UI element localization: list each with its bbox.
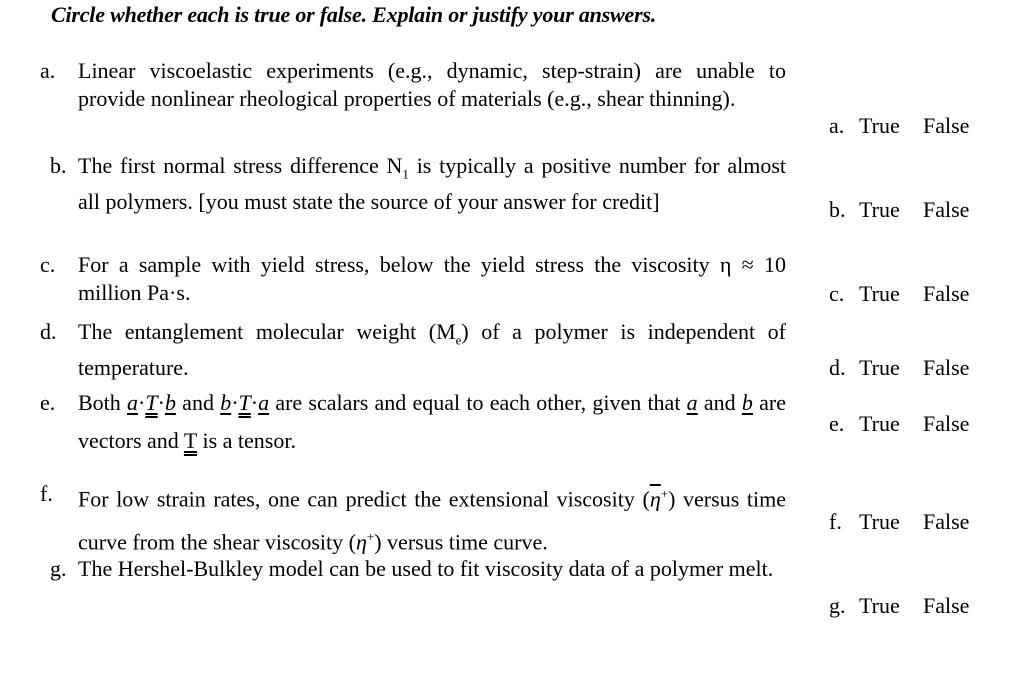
false-option[interactable]: False bbox=[923, 197, 970, 222]
question-text: The entanglement molecular weight $(M_e)$ of a polymer is independent of temperature. bbox=[78, 319, 786, 381]
question-text: Linear viscoelastic experiments (e.g., dynamic, step-strain) are unable to provide nonlinear rheological properties of materials (e.g., shear thinning). bbox=[78, 58, 786, 111]
subscript: e bbox=[455, 332, 462, 348]
question-f bbox=[40, 475, 786, 562]
answer-choice-b bbox=[829, 197, 969, 223]
true-option[interactable]: True bbox=[859, 355, 900, 380]
question-text: The Hershel-Bulkley model can be used to fit viscosity data of a polymer melt. bbox=[78, 556, 774, 581]
true-option[interactable]: True bbox=[859, 281, 900, 306]
answer-letter: d. bbox=[829, 355, 846, 380]
true-option[interactable]: True bbox=[859, 411, 900, 436]
false-option[interactable]: False bbox=[923, 281, 970, 306]
false-option[interactable]: False bbox=[923, 593, 970, 618]
false-option[interactable]: False bbox=[923, 113, 970, 138]
tensor-t: T bbox=[238, 390, 251, 415]
answer-letter: b. bbox=[829, 197, 846, 222]
question-letter: a. bbox=[40, 58, 56, 83]
true-option[interactable]: True bbox=[859, 113, 900, 138]
question-c bbox=[40, 251, 786, 307]
vector-a: a bbox=[127, 390, 139, 415]
false-option[interactable]: False bbox=[923, 355, 970, 380]
false-option[interactable]: False bbox=[923, 411, 970, 436]
tensor-t: T bbox=[145, 390, 158, 415]
answer-choice-e bbox=[829, 411, 969, 437]
question-letter: e. bbox=[40, 390, 56, 415]
shear-viscosity-symbol: η bbox=[355, 529, 367, 555]
answer-choice-d bbox=[829, 355, 969, 381]
answer-letter: f. bbox=[829, 509, 842, 534]
true-option[interactable]: True bbox=[859, 197, 900, 222]
question-e bbox=[40, 384, 786, 460]
question-d bbox=[40, 318, 786, 382]
answer-letter: g. bbox=[829, 593, 846, 618]
true-option[interactable]: True bbox=[859, 593, 900, 618]
answer-choice-f bbox=[829, 509, 969, 535]
answer-choice-g bbox=[829, 593, 969, 619]
true-option[interactable]: True bbox=[859, 509, 900, 534]
vector-b: b bbox=[220, 390, 232, 415]
extensional-viscosity-symbol: $\overline{\eta}$ bbox=[649, 486, 661, 512]
question-letter: c. bbox=[40, 252, 56, 277]
vector-a: a bbox=[686, 390, 698, 415]
answer-letter: a. bbox=[829, 113, 845, 138]
question-letter: g. bbox=[50, 556, 67, 581]
answer-choice-a bbox=[829, 113, 969, 139]
question-letter: b. bbox=[50, 153, 67, 178]
question-text: Both a·T·b and b·T·a are scalars and equal to each other, given that a and b are vectors and T is a tensor. bbox=[78, 390, 787, 453]
tensor-t: T bbox=[183, 428, 197, 453]
false-option[interactable]: False bbox=[923, 509, 970, 534]
question-text: The first normal stress difference $N_1$ is typically a positive number for almost all polymers. [you must state the source of your answer for credit] bbox=[78, 153, 786, 215]
question-b bbox=[40, 152, 786, 216]
answer-letter: e. bbox=[829, 411, 845, 436]
instructions-heading: Circle whether each is true or false. Explain or justify your answers. bbox=[51, 2, 657, 27]
question-g bbox=[40, 555, 786, 583]
vector-b: b bbox=[164, 390, 176, 415]
vector-a: a bbox=[258, 390, 270, 415]
subscript: 1 bbox=[402, 166, 409, 182]
question-text: For a sample with yield stress, below the yield stress the viscosity η ≈ 10 million Pa·s. bbox=[78, 252, 786, 305]
answer-letter: c. bbox=[829, 281, 845, 306]
question-letter: d. bbox=[40, 319, 57, 344]
question-text: For low strain rates, one can predict the extensional viscosity $(\overline{\eta}^+)$ versus time curve from the shear viscosity (η+) versus time curve. bbox=[78, 486, 786, 555]
vector-b: b bbox=[741, 390, 753, 415]
question-a bbox=[40, 57, 786, 113]
question-letter: f. bbox=[40, 481, 53, 506]
answer-choice-c bbox=[829, 281, 969, 307]
